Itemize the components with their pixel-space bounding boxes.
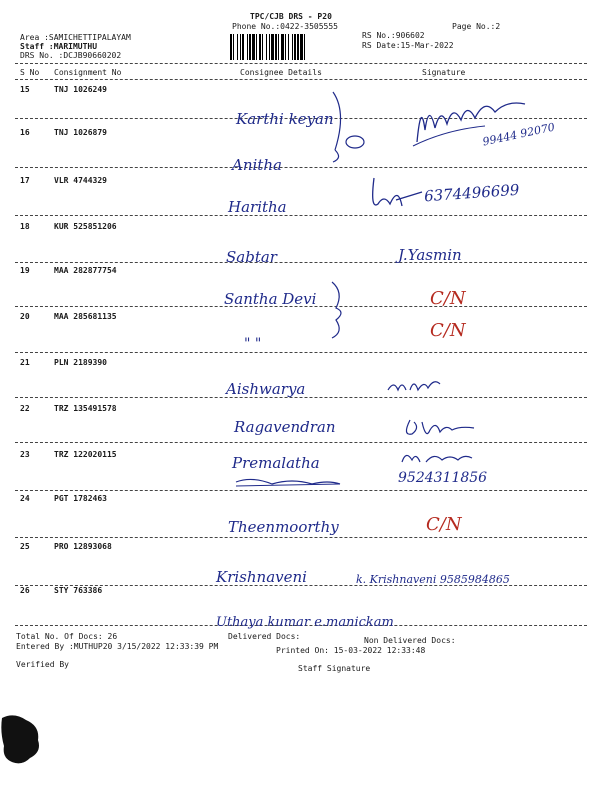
row-divider bbox=[15, 537, 587, 538]
document-title: TPC/CJB DRS - P20 bbox=[250, 12, 332, 21]
handwritten-cn-note: C/N bbox=[430, 320, 466, 341]
row-divider bbox=[15, 442, 587, 443]
staff-signature: Staff Signature bbox=[298, 664, 371, 673]
row-consignment: MAA 282877754 bbox=[54, 266, 117, 275]
rs-date: RS Date:15-Mar-2022 bbox=[362, 41, 454, 50]
row-consignment: TNJ 1026249 bbox=[54, 85, 107, 94]
page-number: Page No.:2 bbox=[452, 22, 501, 31]
row-consignment: PLN 2189390 bbox=[54, 358, 107, 367]
handwritten-bracket bbox=[328, 280, 350, 340]
handwritten-name: Santha Devi bbox=[224, 290, 317, 308]
row-sno: 17 bbox=[20, 176, 30, 185]
handwritten-name: Uthaya kumar e.manickam bbox=[216, 615, 394, 630]
divider bbox=[15, 63, 587, 64]
col-consignee: Consignee Details bbox=[240, 68, 322, 77]
handwritten-phone: 99444 92070 bbox=[481, 120, 557, 149]
handwritten-strikeout bbox=[232, 474, 344, 492]
row-divider bbox=[15, 262, 587, 263]
handwritten-signature bbox=[400, 416, 480, 442]
handwritten-name: Haritha bbox=[228, 198, 287, 216]
handwritten-signature bbox=[325, 90, 595, 165]
printed-on: Printed On: 15-03-2022 12:33:48 bbox=[276, 646, 426, 655]
entered-by: Entered By :MUTHUP20 3/15/2022 12:33:39 PM bbox=[16, 642, 219, 651]
ink-blot bbox=[0, 712, 44, 768]
row-sno: 16 bbox=[20, 128, 30, 137]
row-consignment: TRZ 122020115 bbox=[54, 450, 117, 459]
row-consignment: STY 763386 bbox=[54, 586, 103, 595]
handwritten-name: Karthi keyan bbox=[236, 110, 334, 128]
row-consignment: TNJ 1026879 bbox=[54, 128, 107, 137]
handwritten-name: Anitha bbox=[232, 156, 282, 174]
row-sno: 26 bbox=[20, 586, 30, 595]
handwritten-name: Premalatha bbox=[232, 454, 320, 472]
row-sno: 21 bbox=[20, 358, 30, 367]
row-sno: 25 bbox=[20, 542, 30, 551]
row-consignment: VLR 4744329 bbox=[54, 176, 107, 185]
row-sno: 18 bbox=[20, 222, 30, 231]
row-consignment: PRO 12893068 bbox=[54, 542, 112, 551]
verified-by: Verified By bbox=[16, 660, 69, 669]
handwritten-signature bbox=[368, 174, 428, 214]
row-divider bbox=[15, 167, 587, 168]
handwritten-signature bbox=[398, 448, 478, 468]
handwritten-signature-name: J.Yasmin bbox=[398, 246, 462, 264]
divider bbox=[15, 79, 587, 80]
staff-label: Staff :MARIMUTHU bbox=[20, 42, 98, 51]
row-consignment: TRZ 135491578 bbox=[54, 404, 117, 413]
row-sno: 23 bbox=[20, 450, 30, 459]
non-delivered-docs: Non Delivered Docs: bbox=[364, 636, 456, 645]
row-sno: 15 bbox=[20, 85, 30, 94]
col-sno: S No bbox=[20, 68, 40, 77]
rs-number: RS No.:906602 bbox=[362, 31, 425, 40]
row-sno: 24 bbox=[20, 494, 30, 503]
handwritten-name: Ragavendran bbox=[234, 418, 336, 436]
handwritten-name: Aishwarya bbox=[226, 380, 306, 398]
row-sno: 19 bbox=[20, 266, 30, 275]
area-label: Area :SAMICHETTIPALAYAM bbox=[20, 33, 131, 42]
row-divider bbox=[15, 352, 587, 353]
row-sno: 20 bbox=[20, 312, 30, 321]
handwritten-signature-name: k. Krishnaveni 9585984865 bbox=[356, 573, 510, 586]
phone-number: Phone No.:0422-3505555 bbox=[232, 22, 338, 31]
col-signature: Signature bbox=[422, 68, 466, 77]
row-sno: 22 bbox=[20, 404, 30, 413]
delivered-docs: Delivered Docs: bbox=[228, 632, 301, 641]
handwritten-phone: 9524311856 bbox=[398, 470, 488, 486]
row-consignment: KUR 525851206 bbox=[54, 222, 117, 231]
total-docs: Total No. Of Docs: 26 bbox=[16, 632, 118, 641]
handwritten-ditto: " " bbox=[244, 336, 262, 352]
handwritten-name: Krishnaveni bbox=[216, 568, 307, 586]
row-divider bbox=[15, 215, 587, 216]
row-consignment: PGT 1782463 bbox=[54, 494, 107, 503]
handwritten-cn-note: C/N bbox=[430, 288, 466, 309]
row-consignment: MAA 285681135 bbox=[54, 312, 117, 321]
col-consignment: Consignment No bbox=[54, 68, 122, 77]
barcode bbox=[230, 34, 358, 60]
handwritten-signature bbox=[384, 376, 444, 398]
handwritten-cn-note: C/N bbox=[426, 514, 462, 535]
handwritten-name: Theenmoorthy bbox=[228, 518, 339, 536]
drs-number: DRS No. :DCJB90660202 bbox=[20, 51, 122, 60]
handwritten-name: Sabtar bbox=[226, 248, 277, 266]
handwritten-phone: 6374496699 bbox=[423, 180, 520, 206]
